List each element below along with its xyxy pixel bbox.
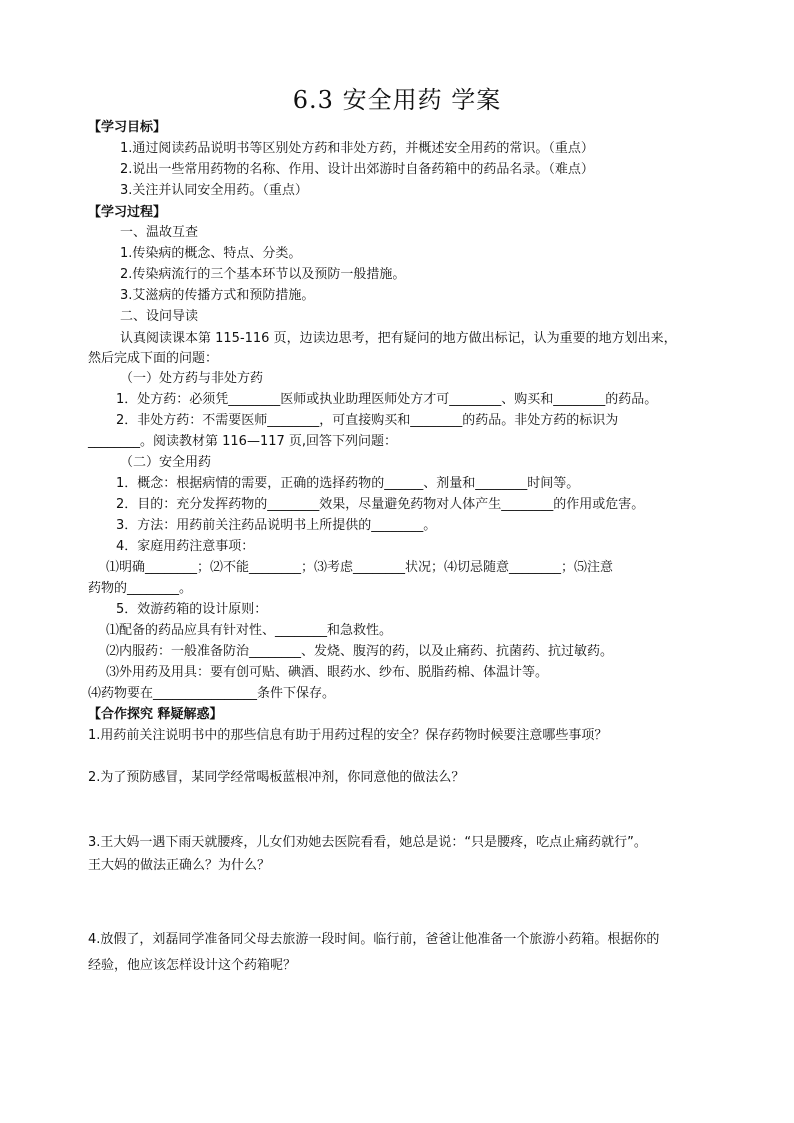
subsection-header-review: 一、温故互查 (120, 225, 199, 240)
fill-blank-line: ⑶外用药及用具：要有创可贴、碘酒、眼药水、纱布、脱脂药棉、体温计等。 (106, 665, 549, 680)
question-item: 1.用药前关注说明书中的那些信息有助于用药过程的安全？保存药物时候要注意哪些事项？ (88, 728, 608, 743)
subsection-header-guide: 二、设问导读 (120, 309, 199, 324)
fill-blank-line: ⑴配备的药品应具有针对性、________和急救性。 (106, 623, 393, 638)
review-item: 3.艾滋病的传播方式和预防措施。 (120, 288, 315, 303)
fill-blank-line: ________。阅读教材第 116—117 页,回答下列问题： (88, 434, 398, 449)
review-item: 1.传染病的概念、特点、分类。 (120, 246, 302, 261)
fill-blank-line: 3．方法：用药前关注药品说明书上所提供的________。 (116, 518, 437, 533)
fill-blank-line: ⑷药物要在________________条件下保存。 (88, 686, 336, 701)
question-item: 3.王大妈一遇下雨天就腰疼，儿女们劝她去医院看看，她总是说：“只是腰疼，吃点止痛药就行”。 (88, 835, 647, 850)
fill-blank-line: ⑵内服药：一般准备防治________、发烧、腹泻的药，以及止痛药、抗菌药、抗过敏药。 (106, 644, 614, 659)
section-header-process: 【学习过程】 (88, 205, 167, 220)
fill-blank-line: 2．目的：充分发挥药物的________效果，尽量避免药物对人体产生________的作用或危害。 (116, 497, 645, 512)
fill-blank-line: 4．家庭用药注意事项： (116, 539, 255, 554)
section-header-goals: 【学习目标】 (88, 120, 167, 135)
fill-blank-line: 1．处方药：必须凭________医师或执业助理医师处方才可________、购买和________的药品。 (116, 392, 658, 407)
goal-item: 3.关注并认同安全用药。（重点） (120, 183, 308, 198)
guide-intro: 然后完成下面的问题： (88, 351, 219, 366)
question-item: 2.为了预防感冒，某同学经常喝板蓝根冲剂，你同意他的做法么？ (88, 770, 465, 785)
goal-item: 2.说出一些常用药物的名称、作用、设计出郊游时自备药箱中的药品名录。（难点） (120, 162, 594, 177)
question-item: 王大妈的做法正确么？为什么？ (88, 858, 271, 873)
fill-blank-line: 2．非处方药：不需要医师________，可直接购买和________的药品。非处方药的标识为 (116, 413, 619, 428)
fill-blank-line: 5．效游药箱的设计原则： (116, 602, 268, 617)
guide-intro: 认真阅读课本第 115-116 页，边读边思考，把有疑问的地方做出标记，认为重要的地方划出来， (120, 331, 677, 346)
fill-blank-line: 药物的________。 (88, 581, 193, 596)
review-item: 2.传染病流行的三个基本环节以及预防一般措施。 (120, 267, 406, 282)
section-header-cooperation: 【合作探究 释疑解惑】 (88, 707, 223, 722)
fill-blank-line: ⑴明确________；⑵不能________；⑶考虑________状况；⑷切忌随意________；⑸注意 (106, 560, 614, 575)
subsection-header-safe-use: （二）安全用药 (120, 455, 212, 470)
question-item: 经验，他应该怎样设计这个药箱呢？ (88, 958, 297, 973)
goal-item: 1.通过阅读药品说明书等区别处方药和非处方药，并概述安全用药的常识。（重点） (120, 141, 594, 156)
fill-blank-line: 1．概念：根据病情的需要，正确的选择药物的______、剂量和________时间等。 (116, 476, 580, 491)
question-item: 4.放假了，刘磊同学准备同父母去旅游一段时间。临行前，爸爸让他准备一个旅游小药箱。根据你的 (88, 932, 660, 947)
page-title: 6.3 安全用药 学案 (292, 86, 502, 114)
subsection-header-prescription: （一）处方药与非处方药 (120, 371, 264, 386)
